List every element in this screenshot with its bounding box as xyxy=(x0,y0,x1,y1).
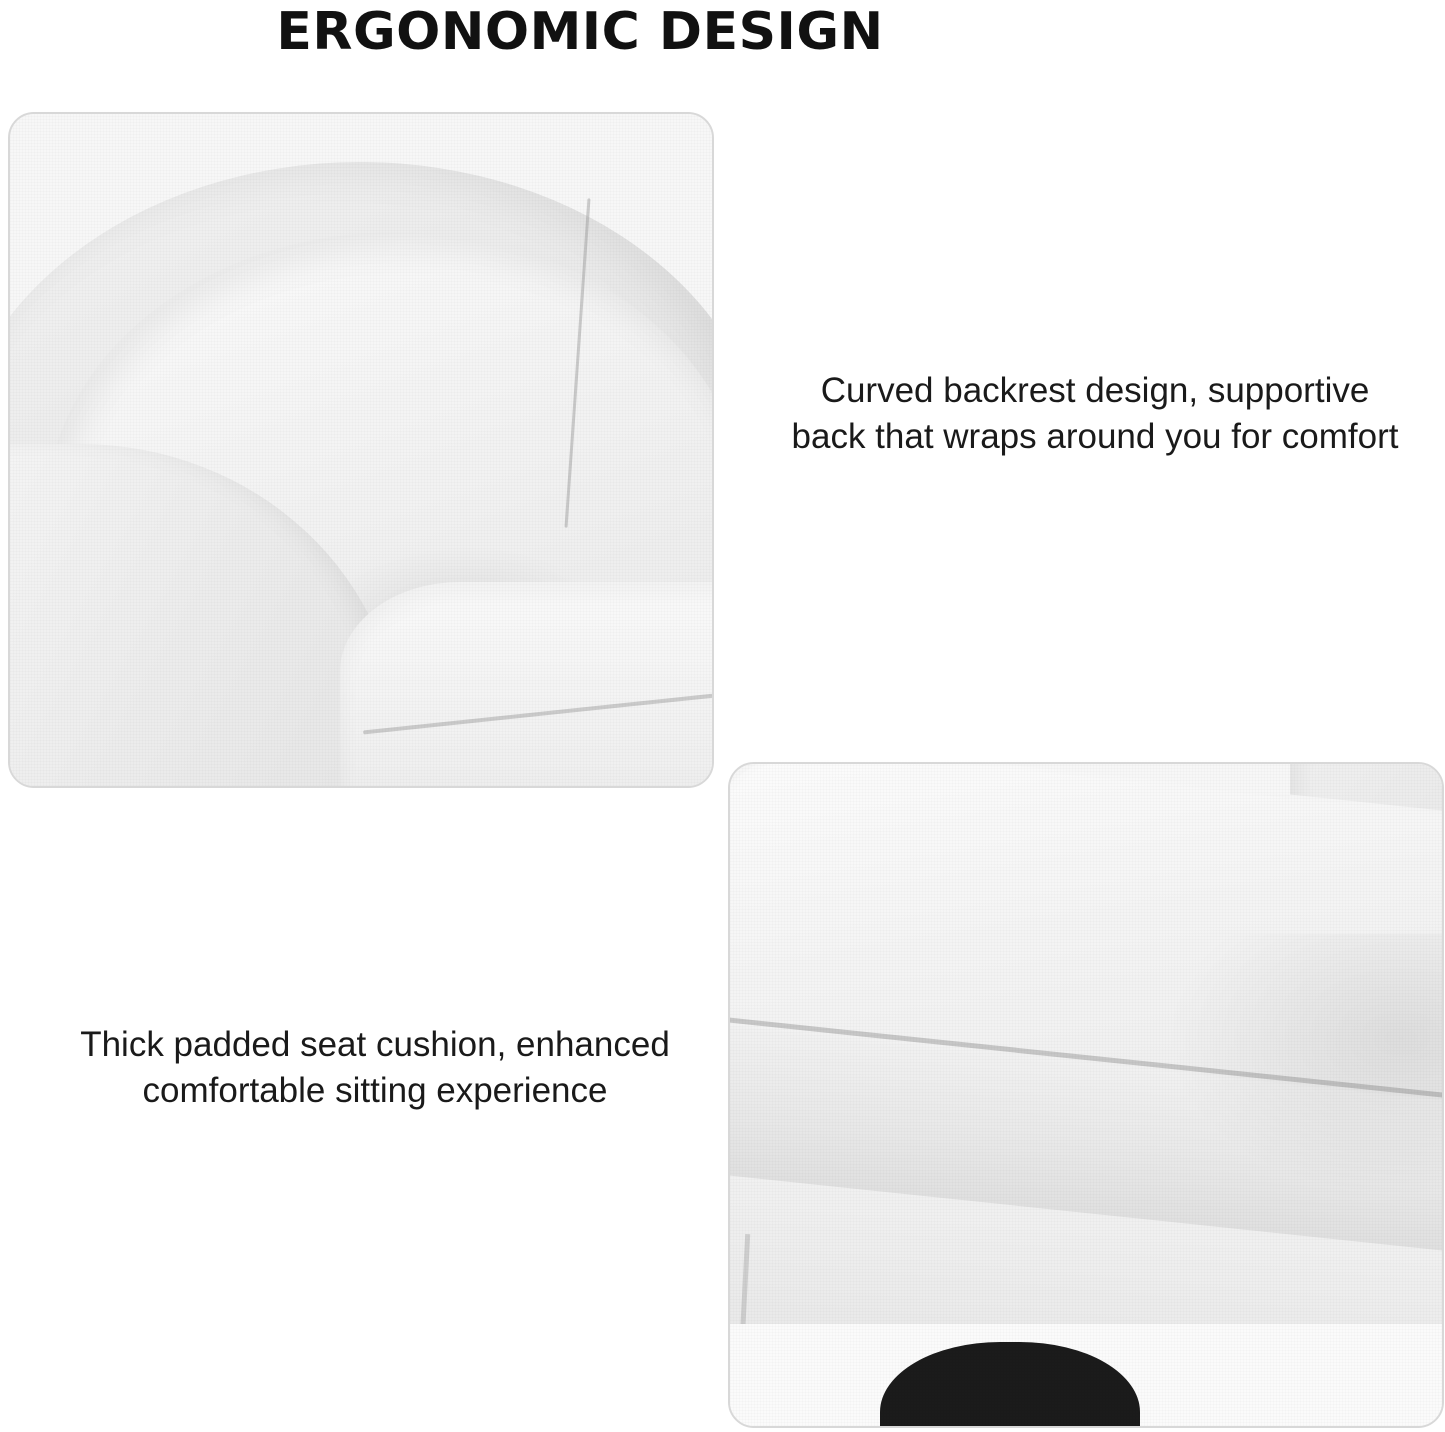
backrest-scene xyxy=(10,114,712,786)
seat-cushion-partial xyxy=(340,582,714,788)
caption-cushion: Thick padded seat cushion, enhanced comfortable sitting experience xyxy=(80,1025,670,1111)
product-photo-cushion xyxy=(728,762,1444,1428)
page-title: ERGONOMIC DESIGN xyxy=(276,2,884,62)
caption-backrest: Curved backrest design, supportive back that wraps around you for comfort xyxy=(791,371,1399,457)
product-photo-backrest xyxy=(8,112,714,788)
cushion-scene xyxy=(730,764,1442,1426)
cushion-shadow xyxy=(1170,934,1444,1194)
